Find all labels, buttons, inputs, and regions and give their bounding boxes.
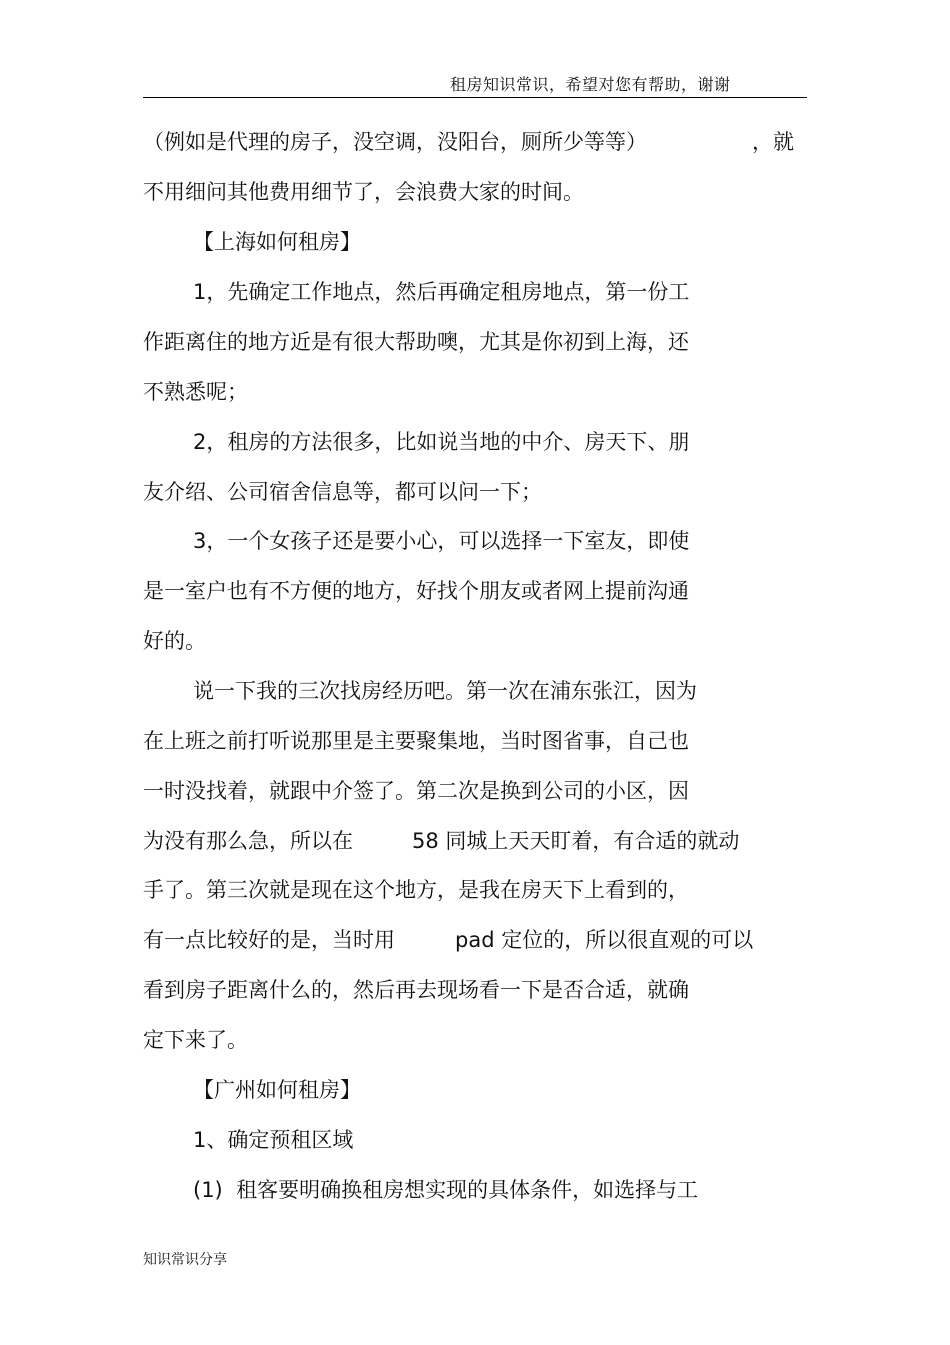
body-line: 是一室户也有不方便的地方，好找个朋友或者网上提前沟通 (143, 579, 689, 603)
body-line: pad 定位的，所以很直观的可以 (455, 928, 754, 952)
body-line: 作距离住的地方近是有很大帮助噢，尤其是你初到上海，还 (143, 330, 689, 354)
body-line: 看到房子距离什么的，然后再去现场看一下是否合适，就确 (143, 978, 689, 1002)
body-line: 为没有那么急，所以在 (143, 829, 353, 853)
body-line: 1，先确定工作地点，然后再确定租房地点，第一份工 (193, 280, 690, 304)
section-heading: 【广州如何租房】 (193, 1078, 361, 1102)
body-line: 58 同城上天天盯着，有合适的就动 (412, 829, 740, 853)
header-divider (143, 97, 807, 98)
body-line: 一时没找着，就跟中介签了。第二次是换到公司的小区，因 (143, 779, 689, 803)
section-heading: 【上海如何租房】 (193, 230, 361, 254)
body-line: 不熟悉呢； (143, 380, 248, 404)
body-line: 在上班之前打听说那里是主要聚集地，当时图省事，自己也 (143, 729, 689, 753)
body-line: 2，租房的方法很多，比如说当地的中介、房天下、朋 (193, 430, 690, 454)
body-line: 3，一个女孩子还是要小心，可以选择一下室友，即使 (193, 529, 690, 553)
header-title: 租房知识常识，希望对您有帮助，谢谢 (450, 75, 731, 94)
body-line: 好的。 (143, 629, 206, 653)
body-line: 有一点比较好的是，当时用 (143, 928, 395, 952)
body-line: （例如是代理的房子，没空调，没阳台，厕所少等等） (143, 130, 647, 154)
body-line: 说一下我的三次找房经历吧。第一次在浦东张江，因为 (193, 679, 697, 703)
footer-text: 知识常识分享 (143, 1252, 227, 1268)
body-line: 友介绍、公司宿舍信息等，都可以问一下； (143, 480, 542, 504)
body-line: 定下来了。 (143, 1028, 248, 1052)
body-line: 不用细问其他费用细节了，会浪费大家的时间。 (143, 180, 584, 204)
body-line: 1、确定预租区域 (193, 1128, 354, 1152)
body-line: 手了。第三次就是现在这个地方，是我在房天下上看到的， (143, 878, 689, 902)
body-line: ，就 (752, 130, 794, 154)
body-line: (1) 租客要明确换租房想实现的具体条件，如选择与工 (193, 1178, 699, 1202)
